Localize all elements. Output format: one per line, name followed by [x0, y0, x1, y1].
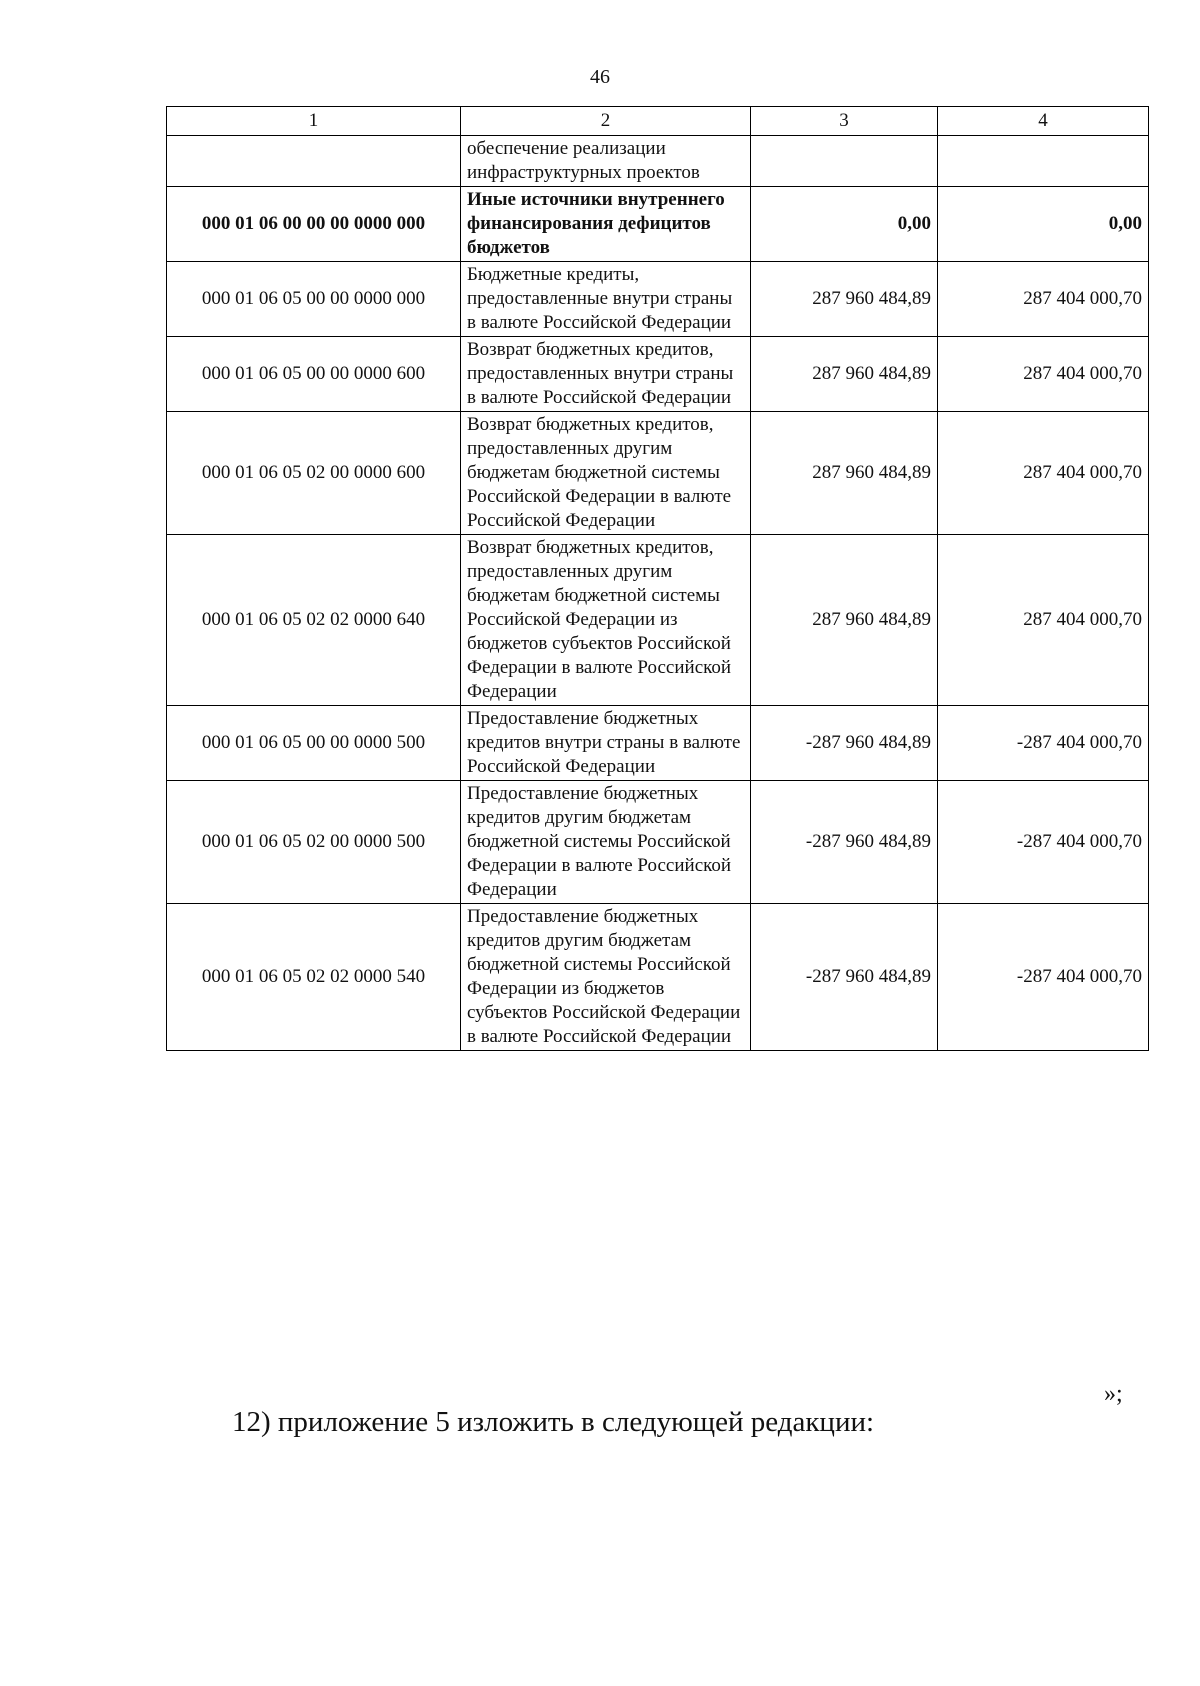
- row-name: обеспечение реализации инфраструктурных проектов: [461, 136, 751, 187]
- row-code: 000 01 06 05 02 02 0000 540: [167, 904, 461, 1051]
- row-amount-col3: 287 960 484,89: [751, 262, 938, 337]
- row-code: [167, 136, 461, 187]
- page-number: 46: [590, 66, 610, 88]
- row-amount-col3: 287 960 484,89: [751, 535, 938, 706]
- row-code: 000 01 06 05 02 00 0000 600: [167, 412, 461, 535]
- column-header-3: 3: [751, 107, 938, 136]
- row-amount-col3: 287 960 484,89: [751, 412, 938, 535]
- row-amount-col3: -287 960 484,89: [751, 706, 938, 781]
- table-row: [167, 337, 1149, 412]
- column-header-2: 2: [461, 107, 751, 136]
- row-code: 000 01 06 05 00 00 0000 600: [167, 337, 461, 412]
- row-amount-col3: -287 960 484,89: [751, 781, 938, 904]
- amendment-instruction: 12) приложение 5 изложить в следующей редакции:: [232, 1406, 875, 1438]
- table-row: [167, 535, 1149, 706]
- table-row: [167, 262, 1149, 337]
- closing-quote-mark: »;: [1104, 1381, 1123, 1407]
- table-row: [167, 706, 1149, 781]
- row-name: Бюджетные кредиты, предоставленные внутри страны в валюте Российской Федерации: [461, 262, 751, 337]
- row-amount-col4: -287 404 000,70: [938, 781, 1149, 904]
- row-amount-col4: -287 404 000,70: [938, 904, 1149, 1051]
- row-amount-col4: 0,00: [938, 187, 1149, 262]
- row-name: Предоставление бюджетных кредитов внутри страны в валюте Российской Федерации: [461, 706, 751, 781]
- row-amount-col4: [938, 136, 1149, 187]
- row-amount-col4: -287 404 000,70: [938, 706, 1149, 781]
- row-name: Возврат бюджетных кредитов, предоставленных внутри страны в валюте Российской Федерации: [461, 337, 751, 412]
- row-name: Возврат бюджетных кредитов, предоставленных другим бюджетам бюджетной системы Российской Федерации из бюджетов субъектов Российской Федерации в валюте Российской Федерации: [461, 535, 751, 706]
- row-code: 000 01 06 05 02 02 0000 640: [167, 535, 461, 706]
- row-amount-col4: 287 404 000,70: [938, 337, 1149, 412]
- column-header-1: 1: [167, 107, 461, 136]
- row-name: Предоставление бюджетных кредитов другим бюджетам бюджетной системы Российской Федерации в валюте Российской Федерации: [461, 781, 751, 904]
- row-amount-col3: 0,00: [751, 187, 938, 262]
- table-row: [167, 781, 1149, 904]
- table-row: [167, 187, 1149, 262]
- row-amount-col3: [751, 136, 938, 187]
- row-code: 000 01 06 05 00 00 0000 000: [167, 262, 461, 337]
- row-name: Иные источники внутреннего финансирования дефицитов бюджетов: [461, 187, 751, 262]
- table-row: [167, 904, 1149, 1051]
- table-header-row: [167, 107, 1149, 136]
- row-amount-col3: 287 960 484,89: [751, 337, 938, 412]
- table-row: [167, 136, 1149, 187]
- row-code: 000 01 06 05 02 00 0000 500: [167, 781, 461, 904]
- table-row: [167, 412, 1149, 535]
- row-amount-col4: 287 404 000,70: [938, 535, 1149, 706]
- budget-sources-table: [166, 106, 1149, 1051]
- row-amount-col4: 287 404 000,70: [938, 412, 1149, 535]
- row-amount-col3: -287 960 484,89: [751, 904, 938, 1051]
- row-name: Предоставление бюджетных кредитов другим бюджетам бюджетной системы Российской Федерации из бюджетов субъектов Российской Федерации в валюте Российской Федерации: [461, 904, 751, 1051]
- row-code: 000 01 06 05 00 00 0000 500: [167, 706, 461, 781]
- column-header-4: 4: [938, 107, 1149, 136]
- row-amount-col4: 287 404 000,70: [938, 262, 1149, 337]
- row-code: 000 01 06 00 00 00 0000 000: [167, 187, 461, 262]
- row-name: Возврат бюджетных кредитов, предоставленных другим бюджетам бюджетной системы Российской Федерации в валюте Российской Федерации: [461, 412, 751, 535]
